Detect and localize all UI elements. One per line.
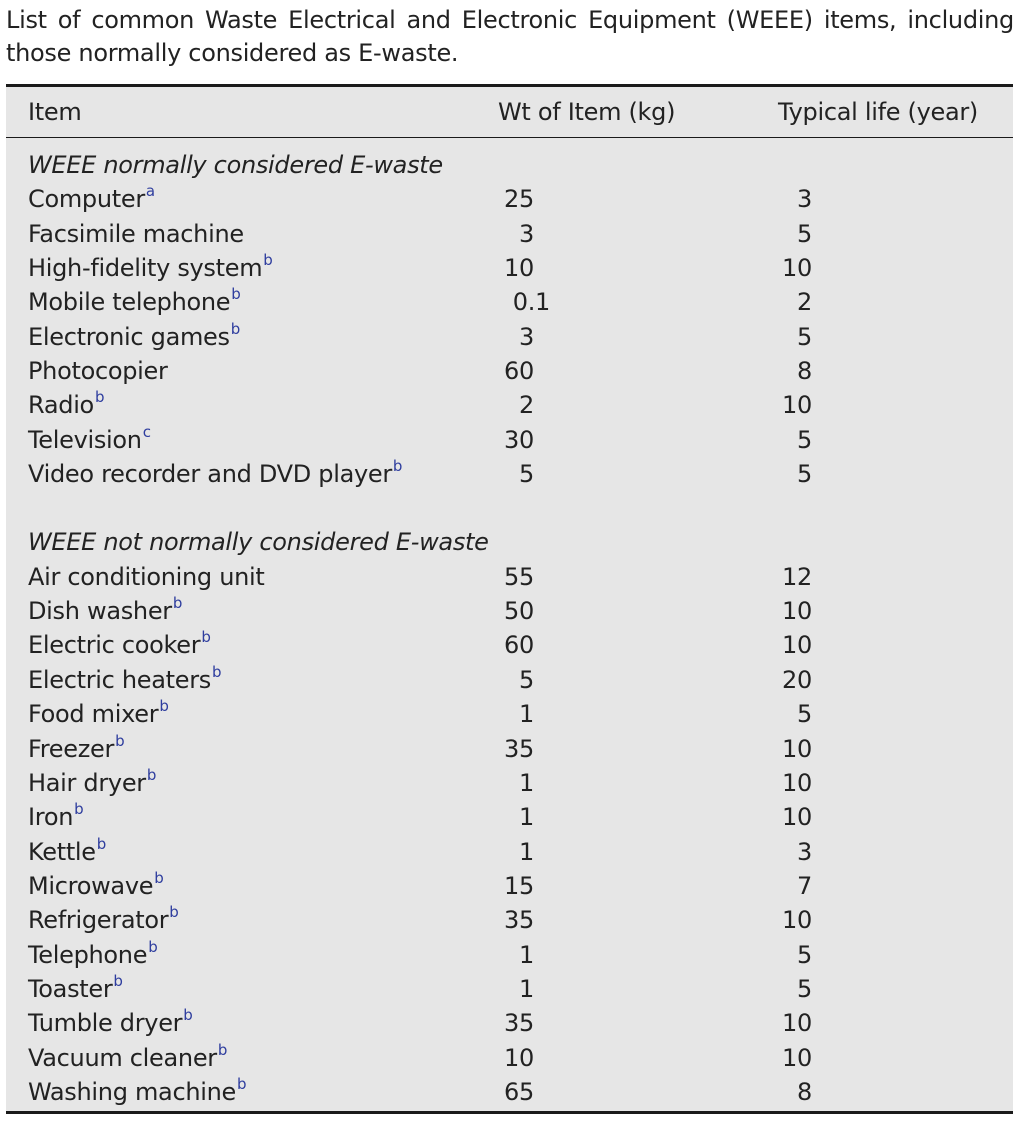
item-cell — [28, 285, 241, 319]
typical-life-cell: 7 — [797, 871, 812, 900]
weight-cell: 1 — [519, 837, 534, 866]
header-weight: Wt of Item (kg) — [498, 98, 676, 126]
item-name: Electric cooker — [28, 631, 201, 660]
table-body — [6, 148, 1013, 1109]
item-name: Electronic games — [28, 322, 230, 351]
header-item: Item — [28, 98, 82, 126]
weight-cell: 10 — [504, 254, 534, 283]
typical-life-cell: 20 — [782, 665, 812, 694]
table-row — [6, 766, 1013, 800]
footnote-marker[interactable]: b — [263, 251, 273, 270]
item-cell — [28, 182, 155, 216]
typical-life-cell: 5 — [797, 322, 812, 351]
item-cell — [28, 354, 168, 388]
typical-life-cell: 10 — [782, 631, 812, 660]
footnote-marker[interactable]: b — [96, 834, 106, 853]
weight-cell: 55 — [504, 562, 534, 591]
item-cell — [28, 251, 273, 285]
footnote-marker[interactable]: b — [113, 971, 123, 990]
table-row — [6, 697, 1013, 731]
typical-life-cell: 5 — [797, 425, 812, 454]
typical-life-cell: 5 — [797, 460, 812, 489]
typical-life-cell: 5 — [797, 940, 812, 969]
item-name: Microwave — [28, 871, 154, 900]
typical-life-cell: 10 — [782, 803, 812, 832]
table-row — [6, 903, 1013, 937]
typical-life-cell: 10 — [782, 768, 812, 797]
typical-life-cell: 10 — [782, 734, 812, 763]
table-row — [6, 663, 1013, 697]
footnote-marker[interactable]: b — [94, 388, 105, 407]
weight-cell: 0.1 — [512, 288, 550, 317]
table-row — [6, 869, 1013, 903]
footnote-marker[interactable]: b — [212, 662, 222, 681]
table-row — [6, 628, 1013, 662]
typical-life-cell: 5 — [797, 700, 812, 729]
footnote-marker[interactable]: b — [392, 457, 403, 476]
footnote-marker[interactable]: b — [231, 285, 241, 304]
typical-life-cell: 3 — [797, 185, 812, 214]
item-name: Radio — [28, 391, 94, 420]
table-row — [6, 594, 1013, 628]
weight-cell: 5 — [519, 460, 534, 489]
typical-life-cell: 10 — [782, 254, 812, 283]
item-cell — [28, 423, 151, 457]
table-row — [6, 285, 1013, 319]
footnote-marker[interactable]: b — [217, 1040, 228, 1059]
table-row — [6, 388, 1013, 422]
item-name: Toaster — [28, 974, 113, 1003]
footnote-marker[interactable]: b — [169, 903, 179, 922]
table-row — [6, 1006, 1013, 1040]
typical-life-cell: 12 — [782, 562, 812, 591]
table-row — [6, 423, 1013, 457]
weight-cell: 1 — [519, 768, 534, 797]
header-typical-life: Typical life (year) — [778, 98, 978, 126]
footnote-marker[interactable]: b — [115, 731, 125, 750]
section-header-row — [6, 525, 1013, 559]
item-name: Mobile telephone — [28, 288, 231, 317]
item-name: Tumble dryer — [28, 1009, 183, 1038]
item-name: Freezer — [28, 734, 115, 763]
typical-life-cell: 10 — [782, 391, 812, 420]
item-name: High-fidelity system — [28, 254, 263, 283]
table-row — [6, 835, 1013, 869]
footnote-marker[interactable]: b — [74, 800, 84, 819]
table-row — [6, 320, 1013, 354]
item-name: Electric heaters — [28, 665, 211, 694]
footnote-marker[interactable]: a — [145, 182, 155, 201]
typical-life-cell: 3 — [797, 837, 812, 866]
item-name: Photocopier — [28, 357, 168, 386]
typical-life-cell: 10 — [782, 1043, 812, 1072]
item-cell — [28, 835, 106, 869]
table-row — [6, 1075, 1013, 1109]
footnote-marker[interactable]: b — [159, 697, 169, 716]
item-name: Washing machine — [28, 1077, 236, 1106]
table-caption: List of common Waste Electrical and Electronic Equipment (WEEE) items, including those normally considered as E-waste. — [6, 6, 1014, 67]
footnote-marker[interactable]: b — [172, 594, 183, 613]
footnote-marker[interactable]: c — [142, 422, 151, 441]
item-name: Vacuum cleaner — [28, 1043, 217, 1072]
weight-cell: 30 — [504, 425, 534, 454]
weee-table — [6, 84, 1013, 1114]
typical-life-cell: 2 — [797, 288, 812, 317]
item-cell — [28, 457, 402, 491]
weight-cell: 10 — [504, 1043, 534, 1072]
table-row — [6, 354, 1013, 388]
footnote-marker[interactable]: b — [237, 1074, 247, 1093]
typical-life-cell: 8 — [797, 357, 812, 386]
typical-life-cell: 10 — [782, 597, 812, 626]
item-name: Refrigerator — [28, 906, 169, 935]
section-header-row — [6, 148, 1013, 182]
table-row — [6, 560, 1013, 594]
item-cell — [28, 320, 240, 354]
item-cell — [28, 663, 221, 697]
weight-cell: 2 — [519, 391, 534, 420]
item-name: Computer — [28, 185, 145, 214]
weight-cell: 3 — [519, 219, 534, 248]
item-name: Facsimile machine — [28, 219, 244, 248]
weight-cell: 35 — [504, 734, 534, 763]
table-row — [6, 182, 1013, 216]
item-name: Television — [28, 425, 142, 454]
weight-cell: 15 — [504, 871, 534, 900]
item-cell — [28, 217, 244, 251]
typical-life-cell: 5 — [797, 974, 812, 1003]
item-name: Telephone — [28, 940, 148, 969]
item-cell — [28, 1041, 227, 1075]
item-cell — [28, 800, 83, 834]
item-cell — [28, 560, 265, 594]
weight-cell: 65 — [504, 1077, 534, 1106]
item-name: Video recorder and DVD player — [28, 460, 392, 489]
weight-cell: 1 — [519, 803, 534, 832]
weight-cell: 60 — [504, 357, 534, 386]
footnote-marker[interactable]: b — [201, 628, 211, 647]
item-cell — [28, 903, 179, 937]
weight-cell: 35 — [504, 906, 534, 935]
section-title: WEEE not normally considered E-waste — [28, 528, 489, 557]
item-name: Kettle — [28, 837, 96, 866]
footnote-marker[interactable]: b — [230, 319, 240, 338]
weight-cell: 1 — [519, 700, 534, 729]
item-name: Hair dryer — [28, 768, 146, 797]
weight-cell: 3 — [519, 322, 534, 351]
item-cell — [28, 766, 156, 800]
footnote-marker[interactable]: b — [154, 868, 164, 887]
weight-cell: 60 — [504, 631, 534, 660]
footnote-marker[interactable]: b — [148, 937, 158, 956]
weight-cell: 5 — [519, 665, 534, 694]
item-name: Dish washer — [28, 597, 172, 626]
table-row — [6, 938, 1013, 972]
typical-life-cell: 10 — [782, 906, 812, 935]
table-row — [6, 217, 1013, 251]
weight-cell: 50 — [504, 597, 534, 626]
table-header-row — [6, 87, 1013, 138]
weight-cell: 35 — [504, 1009, 534, 1038]
weight-cell: 1 — [519, 940, 534, 969]
table-row — [6, 1041, 1013, 1075]
footnote-marker[interactable]: b — [183, 1006, 193, 1025]
item-cell — [28, 972, 123, 1006]
table-row — [6, 732, 1013, 766]
item-cell — [28, 1006, 192, 1040]
item-cell — [28, 697, 169, 731]
weight-cell: 1 — [519, 974, 534, 1003]
typical-life-cell: 8 — [797, 1077, 812, 1106]
table-row — [6, 457, 1013, 491]
section-title: WEEE normally considered E-waste — [28, 151, 443, 179]
item-cell — [28, 594, 182, 628]
table-row — [6, 251, 1013, 285]
table-row — [6, 800, 1013, 834]
footnote-marker[interactable]: b — [146, 765, 157, 784]
item-name: Iron — [28, 803, 74, 832]
typical-life-cell: 5 — [797, 219, 812, 248]
table-row — [6, 972, 1013, 1006]
item-cell — [28, 1075, 246, 1109]
item-name: Food mixer — [28, 700, 159, 729]
item-cell — [28, 732, 124, 766]
typical-life-cell: 10 — [782, 1009, 812, 1038]
weight-cell: 25 — [504, 185, 534, 214]
item-name: Air conditioning unit — [28, 562, 265, 591]
item-cell — [28, 628, 211, 662]
item-cell — [28, 938, 157, 972]
item-cell — [28, 869, 163, 903]
section-spacer — [6, 491, 1013, 525]
item-cell — [28, 388, 104, 422]
